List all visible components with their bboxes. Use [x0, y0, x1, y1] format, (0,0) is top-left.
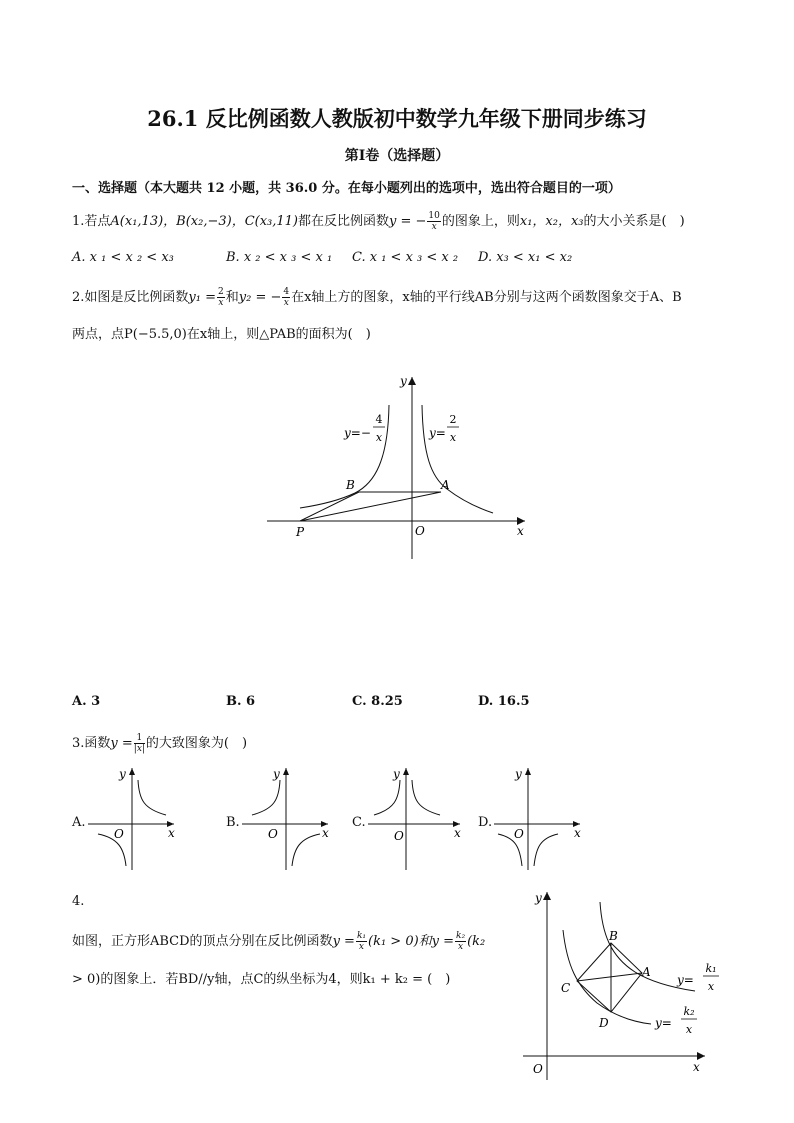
- q1-vars: x₁，x₂，x₃: [519, 214, 584, 229]
- q4-origin: O: [533, 1062, 543, 1076]
- q1-stem-a: 1.若点: [72, 214, 111, 229]
- q4-x-label: x: [693, 1060, 700, 1074]
- q2-option-c[interactable]: C. 8.25: [352, 694, 403, 709]
- q4-y-label: y: [535, 891, 542, 905]
- q3c-origin: O: [394, 829, 404, 843]
- q2-option-d[interactable]: D. 16.5: [478, 694, 530, 709]
- q2-origin: O: [415, 524, 425, 538]
- q2-option-b[interactable]: B. 6: [226, 694, 256, 709]
- q2-y-label: y: [400, 374, 407, 388]
- q4-f1-cond: (k₁ > 0)和: [368, 934, 432, 949]
- q3a-curve-q1: [138, 780, 166, 815]
- q3a-x-label: x: [168, 826, 175, 840]
- q4-f1-fraction: [356, 931, 367, 952]
- q1-stem-d: 的大小关系是( ): [583, 214, 685, 229]
- q4-f2-cond: (k₂: [467, 934, 486, 949]
- q3-f-num: 1: [134, 733, 145, 744]
- q4-number: 4.: [72, 894, 85, 909]
- q4-inner-num: k₂: [683, 1005, 695, 1018]
- q3a-y-arrow: [129, 768, 135, 775]
- q1-stem-b: 都在反比例函数: [298, 214, 390, 229]
- page-title: 26.1 反比例函数人教版初中数学九年级下册同步练习: [147, 106, 647, 131]
- q3b-x-label: x: [322, 826, 329, 840]
- q3-stem-a: 3.函数: [72, 736, 111, 751]
- q1-frac-num: 10: [428, 211, 440, 221]
- q4-diagonal-ca: [577, 973, 642, 981]
- q1-option-b[interactable]: B. x ₂ < x ₃ < x ₁: [226, 250, 333, 265]
- q2-stem-a: 2.如图是反比例函数: [72, 290, 189, 305]
- q4-f1-lhs: y =: [332, 934, 355, 949]
- q3-option-a-graph[interactable]: [86, 762, 178, 872]
- q3d-origin: O: [514, 827, 524, 841]
- q2-option-a[interactable]: A. 3: [72, 694, 101, 709]
- q2-figure: [255, 365, 545, 565]
- q2-right-func-num: 2: [449, 413, 457, 426]
- q3d-y-arrow: [525, 768, 531, 775]
- q3c-x-label: x: [454, 826, 461, 840]
- q1-option-a[interactable]: A. x ₁ < x ₂ < x₃: [72, 250, 174, 265]
- q2-mid: 和: [225, 290, 239, 305]
- q2-f1-den: x: [218, 298, 224, 308]
- q3b-y-arrow: [283, 768, 289, 775]
- q2-right-curve: [422, 405, 493, 513]
- volume-title: 第Ⅰ卷（选择题）: [344, 148, 450, 164]
- q4-inner-lhs: y=: [655, 1016, 672, 1030]
- q3a-y-label: y: [119, 767, 126, 781]
- q3d-curve-q4: [534, 834, 558, 866]
- q3-option-b-graph[interactable]: [240, 762, 332, 872]
- q2-left-func-lhs: y=−: [344, 426, 371, 440]
- q2-stem-line2: 两点，点P(−5.5,0)在x轴上，则△PAB的面积为( ): [72, 327, 371, 342]
- q2-point-a: A: [441, 478, 450, 492]
- q2-left-func-den: x: [375, 431, 383, 444]
- q2-f1-fraction: [217, 287, 225, 308]
- q4-inner-den: x: [685, 1023, 693, 1036]
- q2-point-b: B: [346, 478, 355, 492]
- q3d-x-label: x: [574, 826, 581, 840]
- q2-point-p: P: [296, 525, 305, 539]
- q1-func-lhs: y = −: [389, 214, 427, 229]
- q3-f-den: |x|: [133, 744, 145, 754]
- q3b-curve-q4: [292, 834, 320, 866]
- q4-line1-a: 如图，正方形ABCD的顶点分别在反比例函数: [72, 934, 333, 949]
- q4-f2-lhs: y =: [431, 934, 455, 949]
- q3b-curve-q2: [252, 780, 280, 815]
- q4-point-a: A: [642, 965, 651, 979]
- q3-option-d-label[interactable]: D.: [478, 815, 493, 830]
- q2-f1-lhs: y₁ =: [188, 290, 216, 305]
- q2-x-label: x: [517, 524, 524, 538]
- q4-f2-num: k₂: [456, 931, 466, 941]
- q3c-curve-q2: [374, 780, 400, 815]
- q2-stem-b: 在x轴上方的图象，x轴的平行线AB分别与这两个函数图象交于A、B: [291, 290, 682, 305]
- q4-line2: > 0)的图象上．若BD//y轴，点C的纵坐标为4，则k₁ + k₂ = ( ): [72, 972, 451, 987]
- q1-option-c[interactable]: C. x ₁ < x ₃ < x ₂: [352, 250, 459, 265]
- q4-point-b: B: [609, 929, 618, 943]
- q3c-y-label: y: [393, 767, 400, 781]
- q4-f2-fraction: [455, 931, 466, 952]
- q1-fraction: [427, 211, 440, 232]
- q3-option-d-graph[interactable]: [492, 762, 584, 872]
- q3-option-c-graph[interactable]: [366, 762, 464, 872]
- q2-segment-pa: [300, 492, 441, 521]
- q2-f1-num: 2: [218, 287, 224, 297]
- q4-point-d: D: [599, 1016, 609, 1030]
- q4-outer-num: k₁: [705, 962, 717, 975]
- q4-f1-den: x: [358, 942, 364, 952]
- q3-f-lhs: y =: [110, 736, 133, 751]
- q2-f2-lhs: y₂ = −: [238, 290, 282, 305]
- section-header: 一、选择题（本大题共 12 小题，共 36.0 分。在每小题列出的选项中，选出符合题目的一项）: [72, 181, 621, 196]
- q4-f2-den: x: [458, 942, 464, 952]
- q2-right-func-den: x: [449, 431, 457, 444]
- q4-line1: [72, 930, 485, 952]
- q3-option-a-label[interactable]: A.: [72, 815, 86, 830]
- q3b-y-label: y: [273, 767, 280, 781]
- q4-outer-den: x: [707, 980, 715, 993]
- q1-stem: [72, 210, 685, 232]
- q2-right-func-lhs: y=: [429, 426, 446, 440]
- q2-f2-den: x: [283, 298, 289, 308]
- q4-outer-lhs: y=: [677, 973, 694, 987]
- q2-f2-fraction: [282, 287, 290, 308]
- q4-point-c: C: [561, 981, 571, 995]
- q1-points: A(x₁,13)，B(x₂,−3)，C(x₃,11): [110, 214, 298, 229]
- q3-stem-b: 的大致图象为( ): [145, 736, 248, 751]
- q2-f2-num: 4: [283, 287, 290, 297]
- q4-figure: [515, 888, 725, 1083]
- q1-option-d[interactable]: D. x₃ < x₁ < x₂: [478, 250, 573, 265]
- q3-stem: [72, 732, 247, 754]
- q1-frac-den: x: [431, 222, 437, 232]
- q3b-origin: O: [268, 827, 278, 841]
- q4-f1-num: k₁: [356, 931, 366, 941]
- q3-fraction: [134, 733, 145, 754]
- q2-left-func-num: 4: [375, 413, 383, 426]
- q3-option-c-label[interactable]: C.: [352, 815, 366, 830]
- q3a-origin: O: [114, 827, 124, 841]
- q2-stem: [72, 286, 682, 308]
- q1-stem-c: 的图象上，则: [441, 214, 520, 229]
- q3-option-b-label[interactable]: B.: [226, 815, 240, 830]
- q3c-y-arrow: [403, 768, 409, 775]
- q3d-y-label: y: [515, 767, 522, 781]
- q4-y-arrow: [543, 892, 551, 900]
- q3c-curve-q1: [412, 780, 440, 815]
- q4-x-arrow: [697, 1052, 705, 1060]
- q2-y-arrow: [408, 377, 416, 385]
